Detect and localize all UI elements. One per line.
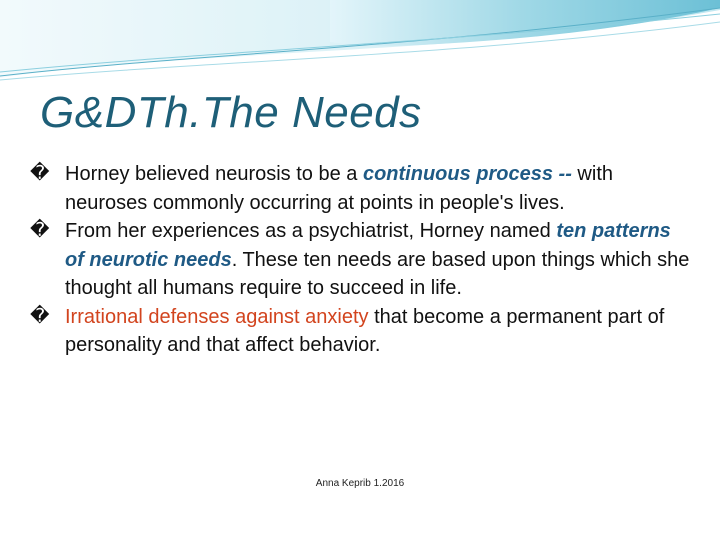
bullet-item	[30, 160, 690, 217]
bullet-marker-icon: �	[30, 163, 50, 184]
wave-shape-front	[330, 0, 720, 46]
slide-title: G&DTh.The Needs	[40, 88, 422, 137]
bullet-list	[30, 160, 690, 360]
bullet-item	[30, 303, 690, 360]
bullet-text: Horney believed neurosis to be a	[65, 163, 363, 185]
bullet-marker-icon: �	[30, 305, 50, 327]
bullet-item	[30, 217, 690, 303]
bullet-highlight: continuous process --	[362, 163, 572, 185]
slide-footer: Anna Keprib 1.2016	[315, 478, 405, 489]
bullet-marker-icon: �	[30, 220, 50, 241]
bullet-highlight: ten patterns of neurotic needs	[65, 220, 671, 271]
bullet-text: that become a permanent part of personality and that affect behavior.	[65, 305, 665, 356]
bullet-text: . These ten needs are based upon things which she thought all humans require to succeed in life.	[65, 248, 690, 299]
bullet-text: with neuroses commonly occurring at points in people's lives.	[65, 163, 613, 214]
decorative-wave-banner	[0, 0, 720, 90]
bullet-highlight: Irrational defenses against anxiety	[65, 305, 369, 328]
bullet-text: From her experiences as a psychiatrist, Horney named	[65, 220, 557, 242]
